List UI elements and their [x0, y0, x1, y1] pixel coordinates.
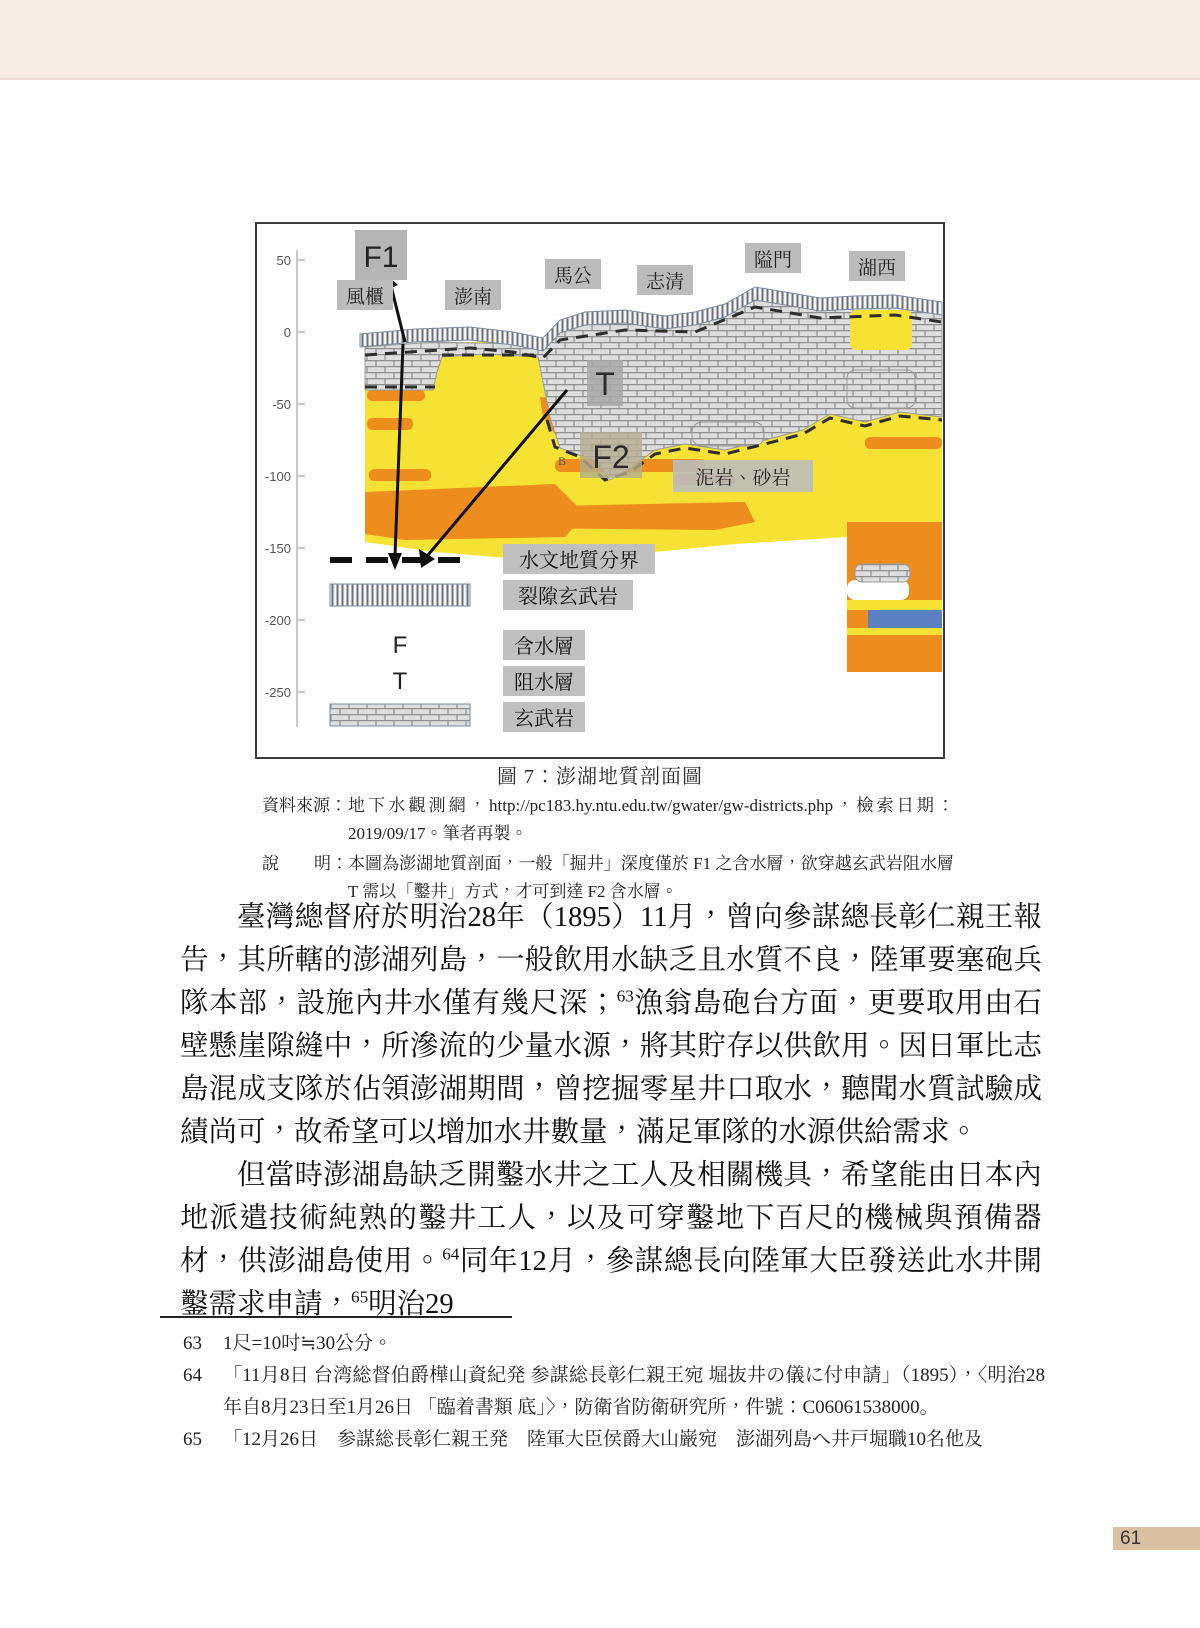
paragraph-1: 臺灣總督府於明治28年（1895）11月，曾向參謀總長彰仁親王報告，其所轄的澎湖列島，一般飲用水缺乏且水質不良，陸軍要塞砲兵隊本部，設施內井水僅有幾尺深；$^{63}$漁翁島砲台方面，更要取用由石壁懸崖隙縫中，所滲流的少量水源，將其貯存以供飲用。因日軍比志島混成支隊於佔領澎湖期間，曾挖掘零星井口取水，聽聞水質試驗成績尚可，故希望可以增加水井數量，滿足軍隊的水源供給需求。: [180, 902, 1042, 1148]
paragraph-2: 但當時澎湖島缺乏開鑿水井之工人及相關機具，希望能由日本內地派遣技術純熟的鑿井工人，以及可穿鑿地下百尺的機械與預備器材，供澎湖島使用。$^{64}$同年12月，參謀總長向陸軍大臣發送此水井開鑿需求申請，$^{65}$明治29: [180, 1160, 1042, 1320]
basalt-pocket-2: [847, 370, 915, 408]
footnote-65: 65 「12月26日 参謀総長彰仁親王発 陸軍大臣侯爵大山巌宛 澎湖列島へ井戸堀職10名他及: [183, 1429, 984, 1450]
basalt-pocket-1: [692, 422, 764, 446]
location-pengnan: 澎南: [453, 287, 493, 308]
svg-text:F1: F1: [363, 241, 399, 274]
legend-label-aquitard: 阻水層: [514, 672, 574, 694]
figure-notes: [262, 792, 954, 908]
footnote-63: 63 1尺=10吋≒30公分。: [183, 1333, 393, 1354]
figure-note-text: 本圖為澎湖地質剖面，一般「掘井」深度僅於 F1 之含水層，欲穿越玄武岩阻水層 T 需以「鑿井」方式，才可到達 F2 含水層。: [348, 854, 954, 901]
body-text: [180, 896, 1042, 1326]
boundary-b-label: B: [558, 454, 567, 468]
f1-label: [355, 230, 407, 280]
mudstone-sandstone-label: [673, 460, 813, 492]
legend-label-fractured-basalt: 裂隙玄武岩: [518, 586, 618, 608]
y-tick-50: 50: [276, 253, 291, 268]
legend-f-symbol: F: [392, 632, 408, 659]
y-tick-n250: -250: [264, 685, 291, 700]
t-label: [587, 360, 623, 406]
footnote-64: 64 「11月8日 台湾総督伯爵樺山資紀発 参謀総長彰仁親王宛 堀抜井の儀に付申請」（1895），〈明治28年自8月23日至1月26日 「臨着書類 底」〉，防衛省防衛研究所，件號：C06061538000。: [183, 1365, 1045, 1418]
basalt-pocket-3: [855, 564, 910, 582]
y-tick-n200: -200: [264, 613, 291, 628]
legend-label-basalt: 玄武岩: [514, 708, 574, 730]
figure-geological-cross-section: [255, 222, 945, 759]
figure-source-text: 地下水觀測網，http://pc183.hy.ntu.edu.tw/gwater/gw-districts.php，檢索日期：2019/09/17。筆者再製。: [348, 796, 954, 843]
footnote-ref-65: 65: [351, 1287, 369, 1307]
footnote-ref-63: 63: [616, 986, 634, 1006]
figure-source-label: 資料來源：: [262, 796, 347, 815]
footnote-separator: [160, 1316, 512, 1318]
legend-brick-symbol: [330, 704, 470, 726]
legend-label-hydro-boundary: 水文地質分界: [519, 550, 639, 572]
svg-text:F2: F2: [592, 439, 630, 475]
y-tick-0: 0: [283, 325, 291, 340]
location-aimen: 隘門: [753, 250, 793, 271]
y-tick-n150: -150: [264, 541, 291, 556]
f2-label: [580, 432, 642, 478]
y-tick-n50: -50: [272, 397, 291, 412]
page-top-band: [0, 0, 1200, 80]
page-number-strip: [1113, 1527, 1200, 1550]
footnote-ref-64: 64: [442, 1244, 460, 1264]
legend-vertical-hatch-symbol: [330, 584, 470, 606]
location-huxi: 湖西: [857, 258, 897, 279]
svg-text:T: T: [595, 366, 615, 402]
page-number: 61: [1120, 1528, 1142, 1549]
svg-text:泥岩、砂岩: 泥岩、砂岩: [695, 468, 791, 489]
legend-t-symbol: T: [392, 668, 408, 695]
location-zhiqing: 志清: [645, 272, 685, 293]
figure-source-row: [262, 792, 954, 848]
figure-caption: 圖 7：澎湖地質剖面圖: [497, 766, 703, 788]
figure-note-label: 說 明：: [262, 854, 348, 873]
y-tick-n100: -100: [264, 469, 291, 484]
right-deep-column: [847, 522, 942, 672]
legend-label-aquifer: 含水層: [514, 636, 574, 658]
location-fenggui: 風櫃: [345, 287, 385, 308]
cross-section-svg: [255, 222, 945, 759]
footnotes: [183, 1328, 1045, 1456]
location-magong: 馬公: [553, 266, 593, 287]
